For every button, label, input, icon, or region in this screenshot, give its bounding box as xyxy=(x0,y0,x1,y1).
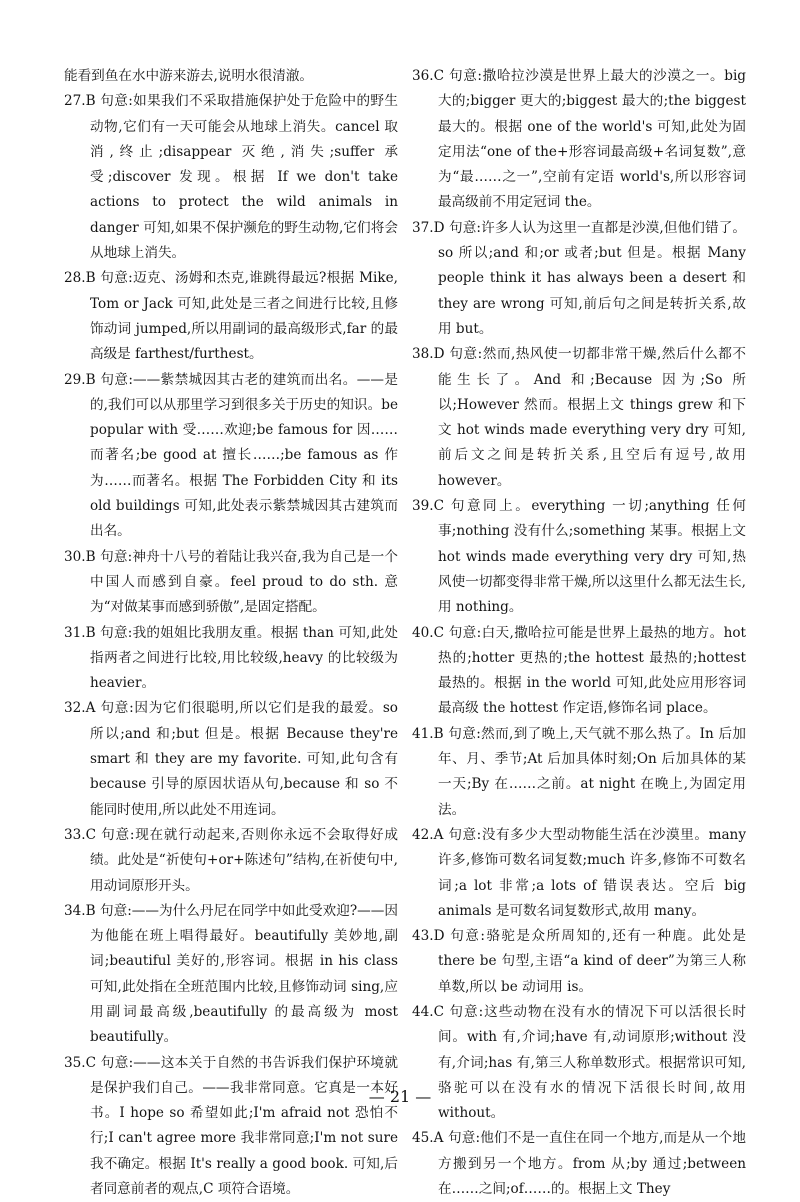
answer-number: 34.B xyxy=(64,902,96,919)
answer-number: 44.C xyxy=(412,1003,445,1020)
answer-29 xyxy=(64,368,398,545)
answer-text: 句意:如果我们不采取措施保护处于危险中的野生动物,它们有一天可能会从地球上消失。cancel 取消,终止;disappear 灭绝,消失;suffer 承受;discover 发现。根据 If we don't take actions to protect the wild animals in danger 可知,如果不保护濒危的野生动物,它们将会从地球上消失。 xyxy=(90,93,398,262)
answer-36 xyxy=(412,64,746,216)
answer-number: 42.A xyxy=(412,826,444,843)
answer-45 xyxy=(412,1126,746,1202)
answer-text: 句意:许多人认为这里一直都是沙漠,但他们错了。so 所以;and 和;or 或者;but 但是。根据 Many people think it has always been a desert 和 they are wrong 可知,前后句之间是转折关系,故用 but。 xyxy=(438,219,746,337)
answer-number: 41.B xyxy=(412,725,444,742)
answer-text: 句意:撒哈拉沙漠是世界上最大的沙漠之一。big 大的;bigger 更大的;biggest 最大的;the biggest 最大的。根据 one of the world's 可知,此处为固定用法“one of the+形容词最高级+名词复数”,意为“最……之一”,空前有定语 world's,所以形容词最高级前不用定冠词 the。 xyxy=(438,68,746,211)
answer-text: 句意:神舟十八号的着陆让我兴奋,我为自己是一个中国人而感到自豪。feel proud to do sth. 意为“对做某事而感到骄傲”,是固定搭配。 xyxy=(90,548,398,616)
answer-text: 句意:白天,撒哈拉可能是世界上最热的地方。hot 热的;hotter 更热的;the hottest 最热的;hottest 最热的。根据 in the world 可知,此处应用形容词最高级 the hottest 作定语,修饰名词 place。 xyxy=(438,624,746,717)
answer-31 xyxy=(64,621,398,697)
answer-text: 句意:现在就行动起来,否则你永远不会取得好成绩。此处是“祈使句+or+陈述句”结构,在祈使句中,用动词原形开头。 xyxy=(90,826,398,894)
answer-number: 38.D xyxy=(412,346,445,363)
answer-number: 31.B xyxy=(64,624,96,641)
answer-30 xyxy=(64,545,398,621)
answer-35 xyxy=(64,1051,398,1202)
answer-text: 句意:因为它们很聪明,所以它们是我的最爱。so 所以;and 和;but 但是。根据 Because they're smart 和 they are my favorite. 可知,此句含有 because 引导的原因状语从句,because 和 so 不能同时使用,所以此处不用连词。 xyxy=(90,700,398,818)
answer-text: 句意:我的姐姐比我朋友重。根据 than 可知,此处指两者之间进行比较,用比较级,heavy 的比较级为 heavier。 xyxy=(90,624,398,692)
answer-text: 句意:这些动物在没有水的情况下可以活很长时间。with 有,介词;have 有,动词原形;without 没有,介词;has 有,第三人称单数形式。根据常识可知,骆驼可以在没有水的情况下活很长时间,故用 without。 xyxy=(438,1003,746,1122)
answer-33 xyxy=(64,823,398,899)
answer-text: 句意:然而,热风使一切都非常干燥,然后什么都不能生长了。And 和;Because 因为;So 所以;However 然而。根据上文 things grew 和下文 hot winds made everything very dry 可知,前后文之间是转折关系,且空后有逗号,故用 however。 xyxy=(438,346,746,489)
answer-text: 句意:——为什么丹尼在同学中如此受欢迎?——因为他能在班上唱得最好。beautifully 美妙地,副词;beautiful 美好的,形容词。根据 in his class 可知,此处指在全班范围内比较,且修饰动词 sing,应用副词最高级,beautifully 的最高级为 most beautifully。 xyxy=(90,902,398,1046)
answer-text: 句意:骆驼是众所周知的,还有一种鹿。此处是 there be 句型,主语“a kind of deer”为第三人称单数,所以 be 动词用 is。 xyxy=(438,928,746,995)
answer-42 xyxy=(412,823,746,924)
answer-number: 35.C xyxy=(64,1054,97,1071)
answer-text: 句意:——这本关于自然的书告诉我们保护环境就是保护我们自己。——我非常同意。它真是一本好书。I hope so 希望如此;I'm afraid not 恐怕不行;I can't agree more 我非常同意;I'm not sure 我不确定。根据 It's really a good book. 可知,后者同意前者的观点,C 项符合语境。 xyxy=(90,1054,398,1198)
answer-28 xyxy=(64,266,398,367)
answer-number: 30.B xyxy=(64,548,96,565)
answer-text: 句意:——紫禁城因其古老的建筑而出名。——是的,我们可以从那里学习到很多关于历史的知识。be popular with 受……欢迎;be famous for 因……而著名;be good at 擅长……;be famous as 作为……而著名。根据 The Forbidden City 和 its old buildings 可知,此处表示紫禁城因其古建筑而出名。 xyxy=(90,371,398,540)
answer-text: 句意:然而,到了晚上,天气就不那么热了。In 后加年、月、季节;At 后加具体时刻;On 后加具体的某一天;By 在……之前。at night 在晚上,为固定用法。 xyxy=(438,725,747,818)
answer-27 xyxy=(64,89,398,266)
continuation-text: 能看到鱼在水中游来游去,说明水很清澈。 xyxy=(64,68,314,84)
answer-number: 43.D xyxy=(412,928,445,945)
answer-39 xyxy=(412,494,746,620)
answer-number: 33.C xyxy=(64,826,97,843)
answer-number: 27.B xyxy=(64,93,96,110)
answer-32 xyxy=(64,696,398,822)
answer-38 xyxy=(412,342,746,494)
answer-number: 36.C xyxy=(412,68,445,84)
left-column xyxy=(64,64,398,1202)
answer-text: 句意同上。everything 一切;anything 任何事;nothing 没有什么;something 某事。根据上文 hot winds made everything very dry 可知,热风使一切都变得非常干燥,所以这里什么都无法生长,用 nothing。 xyxy=(438,498,746,616)
answer-text: 句意:迈克、汤姆和杰克,谁跳得最远?根据 Mike, Tom or Jack 可知,此处是三者之间进行比较,且修饰动词 jumped,所以用副词的最高级形式,far 的最高级是 farthest/furthest。 xyxy=(90,270,398,363)
answer-44 xyxy=(412,1000,746,1126)
answer-34 xyxy=(64,899,398,1051)
answer-text: 句意:没有多少大型动物能生活在沙漠里。many 许多,修饰可数名词复数;much 许多,修饰不可数名词;a lot 非常;a lots of 错误表达。空后 big animals 是可数名词复数形式,故用 many。 xyxy=(438,826,746,919)
answer-43 xyxy=(412,924,746,1000)
answer-number: 28.B xyxy=(64,270,96,287)
answer-number: 37.D xyxy=(412,219,445,236)
page-number: — 21 — xyxy=(368,1087,432,1106)
answer-40 xyxy=(412,621,746,722)
answer-number: 32.A xyxy=(64,700,96,717)
answer-37 xyxy=(412,216,746,342)
answer-number: 45.A xyxy=(412,1130,444,1147)
right-column xyxy=(412,64,746,1202)
answer-number: 39.C xyxy=(412,498,445,515)
answer-41 xyxy=(412,722,746,823)
answer-number: 29.B xyxy=(64,371,96,388)
answer-text: 句意:他们不是一直住在同一个地方,而是从一个地方搬到另一个地方。from 从;by 通过;between 在……之间;of……的。根据上文 They xyxy=(438,1130,746,1198)
answer-number: 40.C xyxy=(412,624,445,641)
